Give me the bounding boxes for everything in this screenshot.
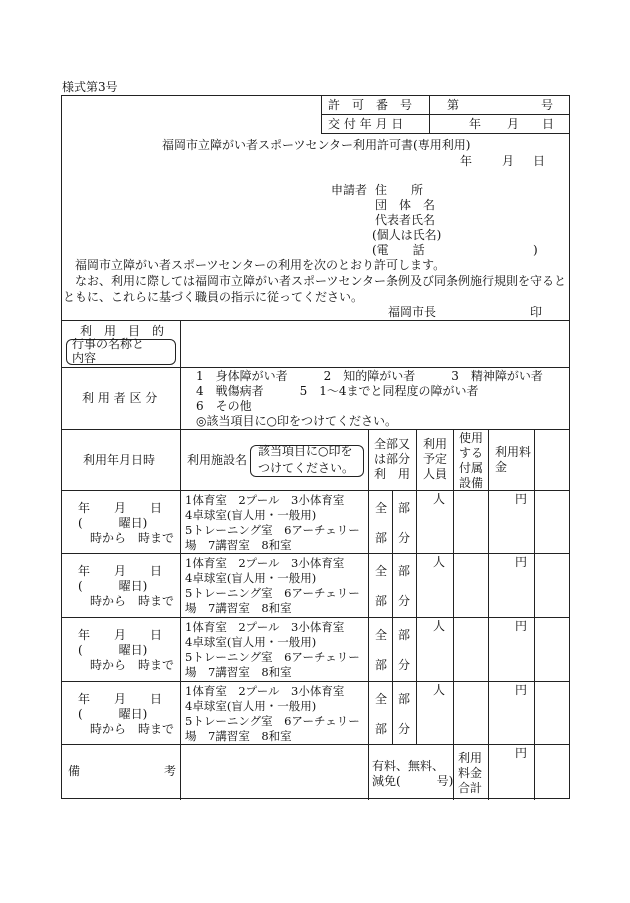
applicant-label: 申請者	[331, 183, 368, 197]
permit-number-label: 許 可 番 号	[328, 98, 413, 112]
purpose-label: 利 用 目 的	[80, 324, 165, 338]
row-people-unit: 人	[433, 492, 446, 506]
row-facility-4: 場 7講習室 8和室	[185, 601, 292, 615]
header-people-3: 人員	[423, 467, 448, 481]
issue-date-month: 月	[507, 117, 520, 131]
row-date: 年 月 日	[78, 692, 163, 706]
row-part: 部	[398, 628, 411, 642]
form-number: 様式第3号	[62, 80, 118, 94]
remarks-total-2: 料金	[458, 766, 483, 780]
issue-date-year: 年	[469, 117, 482, 131]
row-date: 年 月 日	[78, 628, 163, 642]
row-people-unit: 人	[433, 619, 446, 633]
header-fee-1: 利用料	[495, 445, 532, 459]
header-facility: 利用施設名	[187, 453, 248, 467]
row-time: 時から 時まで	[90, 531, 175, 545]
row-all: 全	[375, 628, 388, 642]
row-facility-2: 4卓球室(盲人用・一般用)	[185, 508, 317, 522]
row-min: 分	[398, 658, 411, 672]
row-facility-3: 5トレーニング室 6アーチェリー	[185, 714, 360, 728]
date-month: 月	[502, 154, 515, 168]
row-people-unit: 人	[433, 683, 446, 697]
row-part: 部	[398, 501, 411, 515]
header-datetime: 利用年月日時	[83, 453, 156, 467]
permit-form	[61, 95, 570, 799]
row-part: 部	[398, 692, 411, 706]
row-facility-1: 1体育室 2プール 3小体育室	[185, 620, 345, 634]
row-facility-4: 場 7講習室 8和室	[185, 665, 292, 679]
applicant-phone: (電 話	[372, 243, 425, 257]
row-all: 全	[375, 692, 388, 706]
row-weekday: ( 曜日)	[78, 579, 148, 593]
row-facility-1: 1体育室 2プール 3小体育室	[185, 684, 345, 698]
row-fee-unit: 円	[515, 619, 528, 633]
row-all: 全	[375, 564, 388, 578]
row-min: 分	[398, 531, 411, 545]
row-fee-unit: 円	[515, 555, 528, 569]
row-fee-unit: 円	[515, 492, 528, 506]
permit-text-line2: なお、利用に際しては福岡市立障がい者スポーツセンター条例及び同条例施行規則を守ると	[75, 274, 567, 288]
row-part-bottom: 部	[375, 722, 388, 736]
header-full-partial-1: 全部又	[374, 437, 411, 451]
row-time: 時から 時まで	[90, 658, 175, 672]
remarks-fee-type: 有料、無料、	[372, 759, 445, 773]
header-equipment-3: 付属	[459, 461, 484, 475]
row-facility-3: 5トレーニング室 6アーチェリー	[185, 523, 360, 537]
row-time: 時から 時まで	[90, 594, 175, 608]
row-facility-4: 場 7講習室 8和室	[185, 538, 292, 552]
applicant-individual: (個人は氏名)	[372, 228, 442, 242]
row-weekday: ( 曜日)	[78, 643, 148, 657]
form-title: 福岡市立障がい者スポーツセンター利用許可書(専用利用)	[162, 138, 471, 152]
row-facility-2: 4卓球室(盲人用・一般用)	[185, 635, 317, 649]
header-people-1: 利用	[423, 437, 448, 451]
row-part-bottom: 部	[375, 531, 388, 545]
purpose-sub2: 内容	[72, 351, 97, 365]
user-category-note: ◎該当項目に○印をつけてください。	[196, 414, 397, 428]
row-weekday: ( 曜日)	[78, 516, 148, 530]
issue-date-day: 日	[542, 117, 555, 131]
user-category-line2: 4 戦傷病者 5 1～4までと同程度の障がい者	[196, 384, 479, 398]
header-equipment-4: 設備	[459, 476, 484, 490]
permit-text-line3: ともに、これらに基づく職員の指示に従ってください。	[63, 290, 364, 304]
applicant-representative: 代表者氏名	[375, 213, 436, 227]
date-day: 日	[533, 154, 546, 168]
issue-date-label: 交 付 年 月 日	[328, 117, 404, 131]
remarks-total-1: 利用	[458, 751, 483, 765]
applicant-address: 住 所	[375, 183, 424, 197]
purpose-sub1: 行事の名称と	[72, 337, 145, 351]
applicant-phone-close: )	[533, 243, 538, 257]
user-category-label: 利 用 者 区 分	[82, 391, 158, 405]
row-facility-1: 1体育室 2プール 3小体育室	[185, 493, 345, 507]
row-part-bottom: 部	[375, 658, 388, 672]
header-facility-note2: つけてください。	[258, 461, 355, 475]
row-facility-3: 5トレーニング室 6アーチェリー	[185, 586, 360, 600]
row-date: 年 月 日	[78, 501, 163, 515]
header-full-partial-2: は部分	[374, 452, 411, 466]
row-weekday: ( 曜日)	[78, 707, 148, 721]
row-facility-2: 4卓球室(盲人用・一般用)	[185, 571, 317, 585]
user-category-line3: 6 その他	[196, 399, 252, 413]
header-full-partial-3: 利 用	[374, 467, 411, 481]
header-fee-2: 金	[495, 460, 508, 474]
header-facility-note1: 該当項目に○印を	[258, 444, 353, 458]
remarks-total-unit: 円	[515, 746, 528, 760]
mayor-label: 福岡市長	[388, 305, 437, 319]
row-date: 年 月 日	[78, 564, 163, 578]
row-fee-unit: 円	[515, 683, 528, 697]
remarks-reduction: 減免( 号)	[372, 774, 454, 788]
remarks-label-right: 考	[164, 764, 177, 778]
row-part: 部	[398, 564, 411, 578]
header-equipment-2: する	[459, 446, 484, 460]
row-min: 分	[398, 722, 411, 736]
row-all: 全	[375, 501, 388, 515]
permit-number-prefix: 第	[447, 98, 460, 112]
row-people-unit: 人	[433, 555, 446, 569]
applicant-group: 団 体 名	[375, 198, 436, 212]
row-min: 分	[398, 594, 411, 608]
permit-number-suffix: 号	[541, 98, 554, 112]
row-facility-1: 1体育室 2プール 3小体育室	[185, 556, 345, 570]
row-facility-4: 場 7講習室 8和室	[185, 729, 292, 743]
mayor-seal: 印	[530, 305, 543, 319]
header-people-2: 予定	[423, 452, 448, 466]
remarks-label-left: 備	[68, 764, 81, 778]
user-category-line1: 1 身体障がい者 2 知的障がい者 3 精神障がい者	[196, 369, 543, 383]
row-part-bottom: 部	[375, 594, 388, 608]
header-equipment-1: 使用	[459, 431, 484, 445]
row-time: 時から 時まで	[90, 722, 175, 736]
remarks-total-3: 合計	[458, 781, 483, 795]
row-facility-2: 4卓球室(盲人用・一般用)	[185, 699, 317, 713]
permit-text-line1: 福岡市立障がい者スポーツセンターの利用を次のとおり許可します。	[75, 258, 446, 272]
row-facility-3: 5トレーニング室 6アーチェリー	[185, 650, 360, 664]
date-year: 年	[460, 154, 473, 168]
